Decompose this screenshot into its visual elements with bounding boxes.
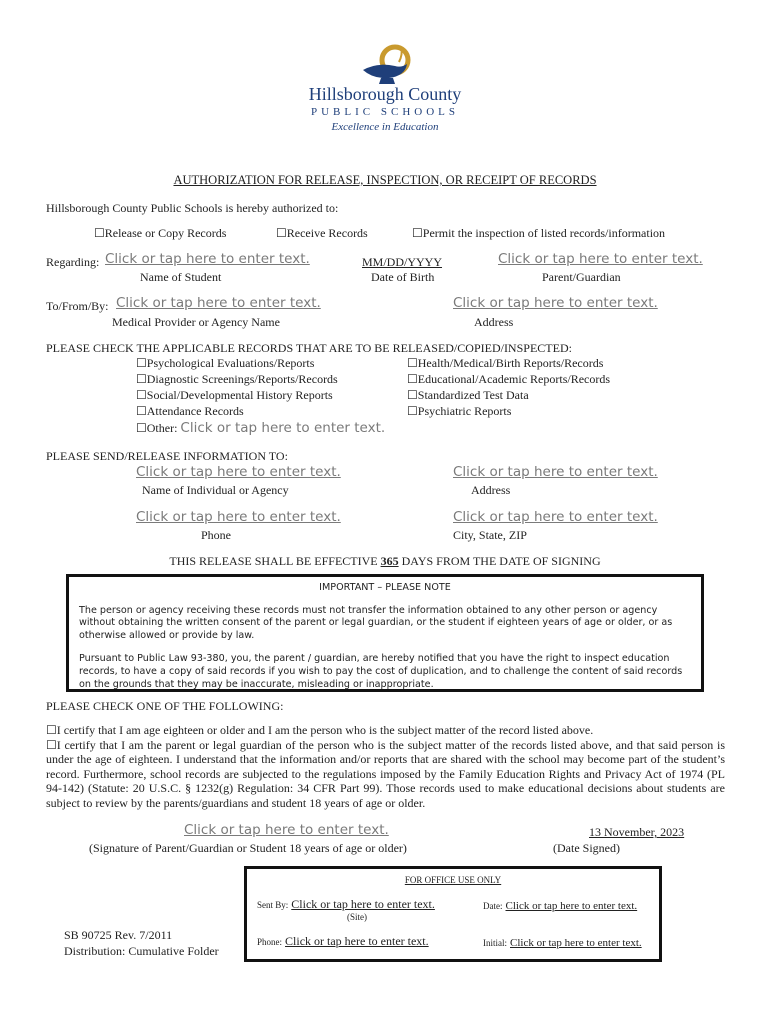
sent-by-field[interactable]: Click or tap here to enter text. — [291, 897, 435, 911]
option-receive[interactable]: ☐Receive Records — [276, 226, 368, 240]
office-date-row: Date: Click or tap here to enter text. — [483, 900, 638, 912]
important-notice — [66, 574, 704, 692]
date-signed-caption: (Date Signed) — [553, 841, 620, 855]
certify-options — [46, 723, 725, 811]
records-right-list — [407, 356, 610, 420]
logo-sub: PUBLIC SCHOOLS — [311, 106, 459, 118]
checkbox[interactable]: ☐ — [276, 226, 287, 240]
notice-paragraph-2: Pursuant to Public Law 93-380, you, the parent / guardian, are hereby notified that you have the right to inspect education records, to have a copy of said records if you wish to pay the cost of duplication, and to challenge the content of said records on the grounds that they may be inaccurate, misleading or inappropriate. — [79, 653, 683, 690]
other-record-field[interactable]: Click or tap here to enter text. — [180, 420, 386, 436]
certify-option-adult[interactable]: ☐I certify that I am age eighteen or older and I am the person who is the subject matter of the record listed above. — [46, 723, 594, 737]
recipient-name-caption: Name of Individual or Agency — [142, 483, 289, 497]
office-phone-field[interactable]: Click or tap here to enter text. — [285, 934, 429, 948]
student-caption: Name of Student — [140, 270, 222, 284]
record-option[interactable]: ☐Attendance Records — [136, 404, 244, 418]
provider-address-field[interactable]: Click or tap here to enter text. — [453, 295, 658, 311]
recipient-address-field[interactable]: Click or tap here to enter text. — [453, 464, 658, 480]
checkbox[interactable]: ☐ — [94, 226, 105, 240]
recipient-address-caption: Address — [471, 483, 511, 497]
recipient-phone-caption: Phone — [201, 528, 231, 542]
option-permit[interactable]: ☐Permit the inspection of listed records/information — [412, 226, 666, 240]
record-option[interactable]: ☐Standardized Test Data — [407, 388, 529, 402]
notice-paragraph-1: The person or agency receiving these records must not transfer the information obtained to any other person or agency without obtaining the written consent of the parent or legal guardian, or the student if eighteen years of age or older, or as otherwise allowed or provide by law. — [79, 604, 673, 641]
record-option[interactable]: ☐Health/Medical/Birth Reports/Records — [407, 356, 604, 370]
recipient-city-field[interactable]: Click or tap here to enter text. — [453, 509, 658, 525]
office-date-field[interactable]: Click or tap here to enter text. — [505, 900, 638, 912]
lamp-icon — [355, 42, 415, 88]
provider-caption: Medical Provider or Agency Name — [112, 315, 280, 329]
provider-address-caption: Address — [474, 315, 514, 329]
recipient-city-caption: City, State, ZIP — [453, 528, 527, 542]
form-number: SB 90725 Rev. 7/2011 — [64, 928, 173, 942]
record-option[interactable]: ☐Diagnostic Screenings/Reports/Records — [136, 372, 338, 386]
checkbox[interactable]: ☐ — [46, 737, 57, 752]
dob-caption: Date of Birth — [371, 270, 435, 284]
office-initial-field[interactable]: Click or tap here to enter text. — [510, 937, 642, 949]
sent-by-row: Sent By: Click or tap here to enter text. — [257, 897, 435, 911]
office-phone-row: Phone: Click or tap here to enter text. — [257, 934, 429, 948]
form-title: AUTHORIZATION FOR RELEASE, INSPECTION, OR RECEIPT OF RECORDS — [173, 173, 597, 187]
provider-field[interactable]: Click or tap here to enter text. — [116, 295, 321, 311]
record-option[interactable]: ☐Psychiatric Reports — [407, 404, 512, 418]
intro-text: Hillsborough County Public Schools is hereby authorized to: — [46, 201, 339, 215]
parent-caption: Parent/Guardian — [542, 270, 621, 284]
effective-days: 365 — [380, 554, 399, 568]
checkbox[interactable]: ☐ — [46, 723, 57, 737]
logo-name: Hillsborough County — [308, 84, 462, 104]
signature-field[interactable]: Click or tap here to enter text. — [184, 822, 389, 838]
logo-tagline: Excellence in Education — [331, 121, 439, 133]
site-caption: (Site) — [347, 912, 367, 922]
record-option[interactable]: ☐Educational/Academic Reports/Records — [407, 372, 611, 386]
parent-field[interactable]: Click or tap here to enter text. — [498, 251, 703, 267]
district-logo — [300, 42, 470, 138]
regarding-label: Regarding: — [46, 255, 100, 269]
records-left-list — [136, 356, 385, 438]
option-release[interactable]: ☐Release or Copy Records — [94, 226, 227, 240]
student-name-field[interactable]: Click or tap here to enter text. — [105, 251, 310, 267]
effective-statement: THIS RELEASE SHALL BE EFFECTIVE 365 DAYS FROM THE DATE OF SIGNING — [169, 554, 601, 568]
office-initial-row: Initial: Click or tap here to enter text. — [483, 937, 642, 949]
distribution: Distribution: Cumulative Folder — [64, 944, 219, 958]
office-heading: FOR OFFICE USE ONLY — [404, 875, 502, 885]
office-use-box — [244, 866, 662, 962]
record-option-other[interactable]: ☐Other: Click or tap here to enter text. — [136, 420, 386, 436]
records-heading: PLEASE CHECK THE APPLICABLE RECORDS THAT ARE TO BE RELEASED/COPIED/INSPECTED: — [46, 341, 572, 355]
recipient-name-field[interactable]: Click or tap here to enter text. — [136, 464, 341, 480]
signature-caption: (Signature of Parent/Guardian or Student 18 years of age or older) — [89, 841, 407, 855]
notice-title: IMPORTANT – PLEASE NOTE — [319, 582, 451, 593]
dob-field[interactable]: MM/DD/YYYY — [362, 255, 443, 269]
record-option[interactable]: ☐Psychological Evaluations/Reports — [136, 356, 315, 370]
recipient-phone-field[interactable]: Click or tap here to enter text. — [136, 509, 341, 525]
certify-heading: PLEASE CHECK ONE OF THE FOLLOWING: — [46, 699, 284, 713]
checkbox[interactable]: ☐ — [412, 226, 423, 240]
record-option[interactable]: ☐Social/Developmental History Reports — [136, 388, 333, 402]
send-heading: PLEASE SEND/RELEASE INFORMATION TO: — [46, 449, 288, 463]
certify-option-parent[interactable]: ☐I certify that I am the parent or legal guardian of the person who is the subject matter of the records listed above, and that said person is under the age of eighteen. I understand that the information and/or reports that are shared with the school may become part of the student’s record. Furthermore, school records are subjected to the regulations imposed by the Family Education Rights and Privacy Act of 1974 (PL 94-142) (Statute: 20 U.S.C. § 1232(g) Regulation: 34 CFR Part 99). Those records used to make educational decisions about students are subject to review by the parents/guardians and student 18 years of age or older. — [46, 737, 725, 810]
date-signed-field[interactable]: 13 November, 2023 — [589, 825, 685, 839]
to-from-label: To/From/By: — [46, 299, 109, 313]
